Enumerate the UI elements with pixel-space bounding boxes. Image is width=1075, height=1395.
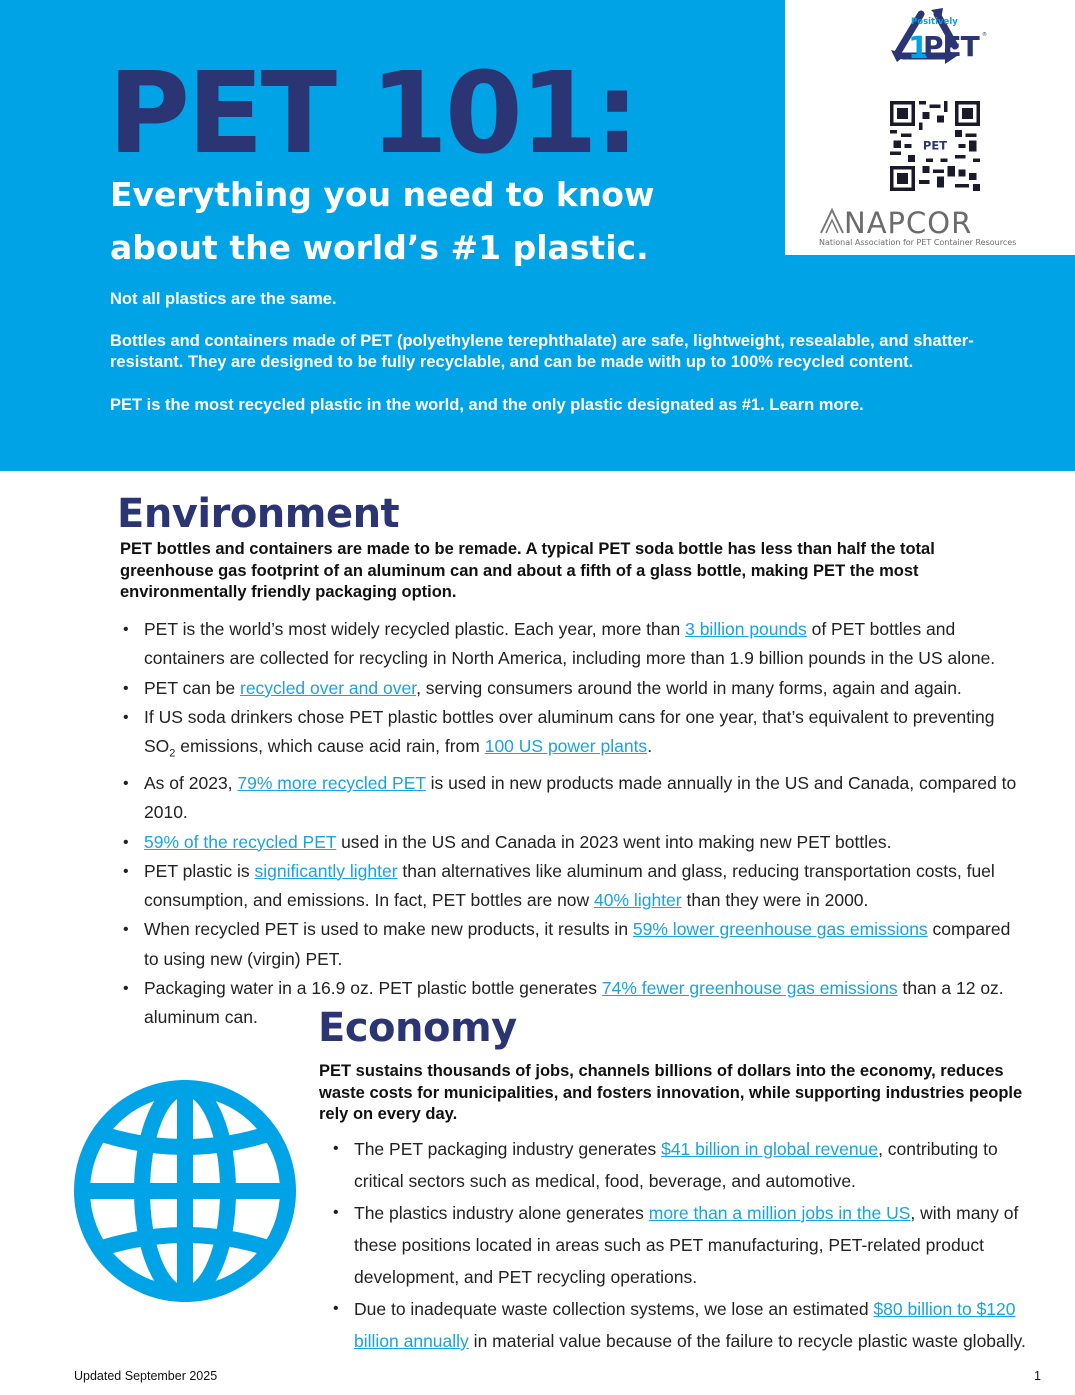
list-item: • If US soda drinkers chose PET plastic bottles over aluminum cans for one year, that’s equivalent to preventing $SO_2$ emissions, which cause acid rain, from 100 US power plants. (120, 703, 1020, 769)
intro-paragraph-3: PET is the most recycled plastic in the world, and the only plastic designated as #1. Learn more. (110, 396, 864, 414)
link-million-jobs[interactable]: more than a million jobs in the US (648, 1203, 911, 1223)
list-item: • As of 2023, 79% more recycled PET is used in new products made annually in the US and Canada, compared to 2010. (120, 769, 1020, 828)
footer-updated: Updated September 2025 (74, 1369, 218, 1383)
link-significantly-lighter[interactable]: significantly lighter (254, 860, 398, 881)
napcor-wordmark: NAPCOR (844, 206, 973, 240)
pet-word: PET (923, 30, 979, 63)
link-59-percent-of-recycled-pet[interactable]: 59% of the recycled PET (144, 831, 337, 852)
link-3-billion-pounds[interactable]: 3 billion pounds (685, 619, 807, 639)
napcor-logo (817, 200, 1067, 250)
globe-icon (72, 1078, 298, 1304)
economy-lede: PET sustains thousands of jobs, channels billions of dollars into the economy, reduces waste costs for municipalities, and fosters innovation, while supporting industries people rely on every day. (319, 1062, 1023, 1123)
positively-text: Positively (911, 17, 958, 27)
link-recycled-over-and-over[interactable]: recycled over and over (240, 677, 417, 698)
environment-lede: PET bottles and containers are made to be remade. A typical PET soda bottle has less than half the total greenhouse gas footprint of an aluminum can and about a fifth of a glass bottle, making PET the most environmentally friendly packaging option. (120, 540, 935, 601)
environment-heading: Environment (117, 491, 400, 537)
link-59-percent-lower-ghg[interactable]: 59% lower greenhouse gas emissions (632, 919, 928, 940)
page-title: PET 101: (108, 49, 637, 179)
list-item: • When recycled PET is used to make new products, it results in 59% lower greenhouse gas emissions compared to using new (virgin) PET. (120, 915, 1020, 974)
list-item: • Due to inadequate waste collection systems, we lose an estimated $80 billion to $120 billion annually in material value because of the failure to recycle plastic waste globally. (330, 1293, 1050, 1357)
list-item: • PET can be recycled over and over, serving consumers around the world in many forms, again and again. (120, 674, 1020, 703)
link-41-billion-revenue[interactable]: $41 billion in global revenue (661, 1139, 879, 1159)
economy-bullet-list (330, 1133, 1050, 1357)
positively-pet-logo (877, 6, 997, 91)
link-100-us-power-plants[interactable]: 100 US power plants (484, 736, 648, 757)
list-item: • PET plastic is significantly lighter than alternatives like aluminum and glass, reducing transportation costs, fuel consumption, and emissions. In fact, PET bottles are now 40% lighter than they were in 2000. (120, 857, 1020, 916)
link-40-percent-lighter[interactable]: 40% lighter (594, 890, 682, 911)
pet-one-numeral: 1 (908, 31, 929, 66)
list-item: • PET is the world’s most widely recycled plastic. Each year, more than 3 billion pounds of PET bottles and containers are collected for recycling in North America, including more than 1.9 billion pounds in the US alone. (120, 615, 1020, 674)
intro-paragraph-1: Not all plastics are the same. (110, 290, 337, 308)
subtitle-line-2: about the world’s #1 plastic. (110, 228, 649, 267)
link-79-percent-more-recycled-pet[interactable]: 79% more recycled PET (237, 772, 426, 793)
link-74-percent-fewer-ghg[interactable]: 74% fewer greenhouse gas emissions (601, 978, 898, 999)
qr-code[interactable] (890, 101, 980, 191)
link-80-to-120-billion[interactable]: $80 billion to $120 billion annually (354, 1299, 1016, 1351)
intro-paragraph-2: Bottles and containers made of PET (polyethylene terephthalate) are safe, lightweight, resealable, and shatter-resistant. They are designed to be fully recyclable, and can be made with up to 100% recycled content. (110, 332, 974, 371)
list-item: • 59% of the recycled PET used in the US and Canada in 2023 went into making new PET bottles. (120, 828, 1020, 857)
list-item: • The plastics industry alone generates more than a million jobs in the US, with many of these positions located in areas such as PET manufacturing, PET-related product development, and PET recycling operations. (330, 1197, 1050, 1293)
logo-panel (785, 0, 1075, 255)
economy-heading: Economy (318, 1005, 517, 1051)
qr-center-label: PET (922, 138, 948, 153)
subtitle-line-1: Everything you need to know (110, 175, 655, 214)
napcor-tagline: National Association for PET Container Resources (819, 238, 1017, 247)
environment-bullet-list (120, 615, 1020, 1033)
page-subtitle (110, 168, 750, 274)
list-item: • The PET packaging industry generates $41 billion in global revenue, contributing to critical sectors such as medical, food, beverage, and automotive. (330, 1133, 1050, 1197)
list-item: • Packaging water in a 16.9 oz. PET plastic bottle generates 74% fewer greenhouse gas emissions than a 12 oz. aluminum can. (120, 974, 1020, 1033)
registered-mark: ® (982, 32, 987, 38)
page-number: 1 (1034, 1369, 1041, 1383)
